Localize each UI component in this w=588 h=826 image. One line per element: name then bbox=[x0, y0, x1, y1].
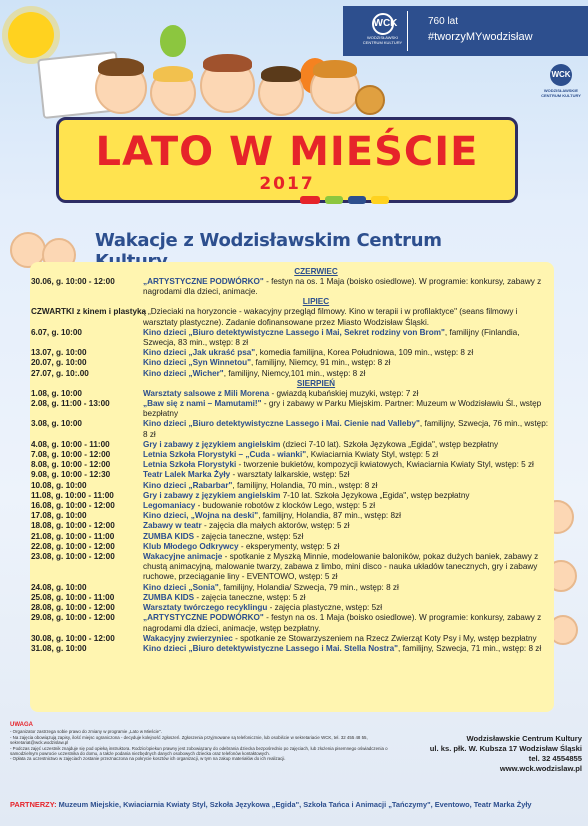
subtitle: Wakacje z Wodzisławskim Centrum bbox=[95, 230, 442, 251]
month-heading-june: CZERWIEC bbox=[294, 267, 338, 276]
event-description bbox=[143, 328, 553, 348]
event-date: 3.08, g. 10:00 bbox=[31, 419, 82, 429]
event-name: Warsztaty twórczego recyklingu bbox=[143, 603, 268, 613]
event-row bbox=[31, 277, 553, 297]
event-description bbox=[143, 542, 553, 552]
event-row bbox=[31, 470, 553, 480]
event-description bbox=[143, 450, 553, 460]
event-name: Kino dzieci „Rabarbar" bbox=[143, 480, 233, 490]
event-description bbox=[143, 348, 553, 358]
logo-subtext: WODZISŁAWSKI CENTRUM KULTURY bbox=[362, 35, 403, 45]
event-description bbox=[143, 369, 553, 379]
note-item: - Organizator zastrzega sobie prawo do zmiany w programie „Lato w Mieście". bbox=[10, 729, 162, 735]
schedule bbox=[31, 267, 553, 654]
event-details: (dzieci 7-10 lat). Szkoła Językowa „Egida", wstęp bezpłatny bbox=[280, 439, 499, 449]
event-name: „ARTYSTYCZNE PODWÓRKO" bbox=[143, 613, 264, 623]
event-details: - tworzenie bukietów, kompozycji kwiatowych, Kwiaciarnia Kwiaty Styl, wstęp: 5 zł bbox=[236, 460, 534, 470]
sun-icon bbox=[8, 12, 54, 58]
event-details: - zajęcia dla małych aktorów, wstęp: 5 zł bbox=[201, 521, 350, 531]
event-date: 6.07, g. 10:00 bbox=[31, 327, 82, 337]
event-details: , familijny, Niemcy, 91 min., wstęp: 8 zł bbox=[250, 358, 391, 368]
event-name: Kino dzieci „Biuro detektywistyczne Lassego i Mai. Stella Nostra" bbox=[143, 643, 399, 653]
event-description bbox=[143, 644, 553, 654]
event-name: Kino dzieci „Sonia" bbox=[143, 582, 219, 592]
event-description bbox=[143, 593, 553, 603]
event-name: Gry i zabawy z językiem angielskim bbox=[143, 490, 281, 500]
event-row bbox=[31, 348, 553, 358]
event-name: Zabawy w teatr bbox=[143, 521, 202, 531]
event-details: - zajęcia plastyczne, wstęp: 5zł bbox=[267, 603, 383, 613]
event-name: Wakacyjne animacje bbox=[143, 552, 223, 562]
event-details: - festyn na os. 1 Maja (boisko osiedlowe). W programie: konkursy, zabawy z nagrodami dla dzieci, animacje. bbox=[143, 277, 542, 297]
event-details: - gwiazdą kubańskiej muzyki, wstęp: 7 zł bbox=[269, 388, 419, 398]
event-name: Klub Młodego Odkrywcy bbox=[143, 541, 239, 551]
event-date: 29.08, g. 10:00 - 12:00 bbox=[31, 613, 115, 623]
child-hair bbox=[261, 66, 301, 82]
crayon-icon bbox=[348, 196, 366, 204]
list-july bbox=[31, 307, 553, 378]
event-row bbox=[31, 521, 553, 531]
event-date: 7.08, g. 10:00 - 12:00 bbox=[31, 450, 111, 460]
event-description bbox=[143, 419, 553, 439]
list-june bbox=[31, 277, 553, 297]
crayon-icon bbox=[300, 196, 320, 204]
event-row bbox=[31, 419, 553, 439]
event-description bbox=[143, 460, 553, 470]
list-august bbox=[31, 389, 553, 654]
partners-list: Muzeum Miejskie, Kwiaciarnia Kwiaty Styl, Szkoła Językowa „Egida", Szkoła Tańca i Animacji „Tańczymy", Eventowo, Teatr Marka Żyły bbox=[56, 800, 532, 809]
event-description bbox=[143, 470, 553, 480]
title-board bbox=[56, 117, 518, 203]
event-row bbox=[31, 593, 553, 603]
event-date: 22.08, g. 10:00 - 12:00 bbox=[31, 541, 115, 551]
event-description bbox=[143, 634, 553, 644]
event-details: - budowanie robotów z klocków Lego, wstęp: 5 zł bbox=[195, 501, 376, 511]
event-row bbox=[31, 440, 553, 450]
event-row bbox=[31, 450, 553, 460]
event-row bbox=[31, 613, 553, 633]
note-item: - Podczas zajęć uczestnik znajduje się pod opieką instruktora. Rodzic/opiekun prawny jest zobowiązany do odebrania dziecka bezpośrednio po zajęciach, lub złożenia pisemnego oświadczenia o samodzielnym powrocie uczestnika do domu, a także podania niezbędnych danych osobowych dziecka oraz telefonów kontaktowych. bbox=[10, 745, 388, 757]
contact-address: ul. ks. płk. W. Kubsza 17 Wodzisław Śląski bbox=[429, 744, 582, 753]
event-date: 10.08, g. 10:00 bbox=[31, 480, 87, 490]
event-name: ZUMBA KIDS bbox=[143, 592, 195, 602]
event-date: CZWARTKI z kinem i plastyką bbox=[31, 307, 147, 317]
event-description bbox=[143, 603, 553, 613]
event-row bbox=[31, 532, 553, 542]
crayon-icon bbox=[371, 196, 389, 204]
event-details: , familijny, Szwecja, 76 min., wstęp: 8 zł bbox=[143, 419, 549, 439]
brand-logo bbox=[358, 11, 408, 51]
event-row bbox=[31, 511, 553, 521]
event-description bbox=[143, 399, 553, 419]
event-description bbox=[143, 511, 553, 521]
crayon-icon bbox=[325, 196, 343, 204]
event-details: - spotkanie ze Stowarzyszeniem na Rzecz Zwierząt Koty Psy i My, wstęp bezpłatny bbox=[232, 633, 537, 643]
event-row bbox=[31, 399, 553, 419]
event-description bbox=[143, 501, 553, 511]
event-details: , familijny, Holandia, 70 min., wstęp: 8 zł bbox=[232, 480, 378, 490]
event-row bbox=[31, 358, 553, 368]
event-name: „Baw się z nami – Mamutami!" bbox=[143, 399, 262, 409]
wck-logo-text: WODZISŁAWSKIE CENTRUM KULTURY bbox=[541, 88, 581, 98]
teddy-bear-icon bbox=[355, 85, 385, 115]
event-row bbox=[31, 634, 553, 644]
event-row bbox=[31, 583, 553, 593]
event-details: , familijny (Finlandia, Szwecja, 83 min., wstęp: 8 zł bbox=[143, 327, 520, 348]
event-name: Warsztaty salsowe z Mili Morena bbox=[143, 388, 270, 398]
event-description bbox=[143, 521, 553, 531]
partners bbox=[10, 800, 580, 810]
event-name: Letnia Szkoła Florystyki – „Cuda - wianki" bbox=[143, 450, 307, 460]
event-details: , familijny, Niemcy,101 min., wstęp: 8 zł bbox=[223, 368, 366, 378]
note-item: - Na zajęcia obowiązują zapisy, ilość miejsc ograniczona - decyduje kolejność zgłoszeń. Zgłoszenia przyjmowane są telefonicznie, lub osobiście w sekretariacie WCK, tel. 32 455 48 55, sekretariat@wck.wodzislaw.pl bbox=[10, 734, 368, 746]
child-hair bbox=[153, 66, 193, 82]
note-item: - Opłata za uczestnictwo w zajęciach zostanie przeznaczona na pokrycie kosztów ich organizacji, w tym na zakup materiałów do ich realizacji. bbox=[10, 756, 286, 762]
contact-name: Wodzisławskie Centrum Kultury bbox=[466, 734, 582, 743]
event-date: 17.08, g. 10:00 bbox=[31, 511, 87, 521]
event-date: 18.08, g. 10:00 - 12:00 bbox=[31, 521, 115, 531]
event-date: 20.07, g. 10:00 bbox=[31, 358, 87, 368]
logo-mark-icon: WCK bbox=[372, 13, 394, 35]
event-name: Kino dzieci „Biuro detektywistyczne Lassego i Mai, Sekret rodziny von Brom" bbox=[143, 327, 445, 337]
event-details: - spotkanie z Myszką Minnie, modelowanie baloników, pokaz dużych baniek, zabawy z chustą animacyjną, malowanie twarzy, zabawa z limbo, mini disco - nauka układów tanecznych, gry i zabawy ruchowe, przeciąganie liny - EVENTOWO, wstęp: 5 zł bbox=[143, 552, 539, 582]
partners-label: PARTNERZY: bbox=[10, 800, 57, 809]
event-description bbox=[143, 491, 553, 501]
event-date: 2.08, g. 11:00 - 13:00 bbox=[31, 399, 110, 409]
child-hair bbox=[203, 54, 252, 72]
month-heading-august: SIERPIEŃ bbox=[296, 378, 336, 388]
event-name: Kino dzieci „Jak ukraść psa" bbox=[143, 348, 256, 358]
event-date: 31.08, g. 10:00 bbox=[31, 643, 87, 653]
brand-header bbox=[343, 6, 588, 56]
event-details: , Kwiaciarnia Kwiaty Styl, wstęp: 5 zł bbox=[306, 450, 439, 460]
event-row bbox=[31, 481, 553, 491]
event-name: Kino dzieci „Syn Winnetou" bbox=[143, 358, 251, 368]
event-date: 27.07, g. 10:.00 bbox=[31, 368, 89, 378]
event-details: - „Dzieciaki na horyzoncie - wakacyjny przegląd filmowy. Kino w terapii i w profilaktyce" (seans filmowy i warsztaty plastyczne). Zadanie dofinansowane przez Miasto Wodzisław Śląski. bbox=[143, 307, 518, 327]
event-details: 7-10 lat. Szkoła Językowa „Egida", wstęp bezpłatny bbox=[280, 490, 470, 500]
contact-phone[interactable]: tel. 32 4554855 bbox=[528, 754, 582, 763]
event-description bbox=[143, 613, 553, 633]
event-description bbox=[143, 583, 553, 593]
event-row bbox=[31, 328, 553, 348]
event-name: Kino dzieci, „Wojna na deski" bbox=[143, 511, 259, 521]
event-row bbox=[31, 644, 553, 654]
event-row bbox=[31, 552, 553, 583]
event-row bbox=[31, 389, 553, 399]
event-name: ZUMBA KIDS bbox=[143, 531, 195, 541]
event-date: 8.08, g. 10:00 - 12:00 bbox=[31, 460, 111, 470]
event-name: Kino dzieci „Wicher" bbox=[143, 368, 224, 378]
brand-hashtag: #tworzyMYwodzisław bbox=[428, 31, 533, 43]
event-row bbox=[31, 501, 553, 511]
event-date: 1.08, g. 10:00 bbox=[31, 388, 82, 398]
event-date: 11.08, g. 10:00 - 11:00 bbox=[31, 490, 114, 500]
notes bbox=[10, 723, 400, 762]
event-date: 24.08, g. 10:00 bbox=[31, 582, 87, 592]
event-name: Wakacyjny zwierzyniec bbox=[143, 633, 233, 643]
page-title: LATO W MIEŚCIE bbox=[95, 129, 479, 175]
event-details: - gry i zabawy w Parku Miejskim. Partner: Muzeum w Wodzisławiu Śl., wstęp bezpłatny bbox=[143, 399, 542, 419]
event-description bbox=[143, 532, 553, 542]
child-hair bbox=[313, 60, 357, 78]
wck-logo-icon: WCK bbox=[550, 64, 572, 86]
event-details: , familijny, Szwecja, 71 min., wstęp: 8 zł bbox=[398, 643, 542, 653]
title-year: 2017 bbox=[259, 174, 315, 194]
event-row bbox=[31, 542, 553, 552]
event-name: Gry i zabawy z językiem angielskim bbox=[143, 439, 281, 449]
event-details: - eksperymenty, wstęp: 5 zł bbox=[238, 541, 340, 551]
event-description bbox=[143, 358, 553, 368]
event-date: 25.08, g. 10:00 - 11:00 bbox=[31, 592, 115, 602]
event-description bbox=[143, 481, 553, 491]
event-name: „ARTYSTYCZNE PODWÓRKO" bbox=[143, 277, 264, 286]
event-description bbox=[143, 307, 553, 327]
event-details: , komedia familijna, Korea Południowa, 109 min., wstęp: 8 zł bbox=[255, 348, 474, 358]
event-row bbox=[31, 603, 553, 613]
month-heading-july: LIPIEC bbox=[302, 297, 330, 307]
event-date: 16.08, g. 10:00 - 12:00 bbox=[31, 501, 115, 511]
event-row bbox=[31, 491, 553, 501]
event-details: - festyn na os. 1 Maja (boisko osiedlowe). W programie: konkursy, zabawy z nagrodami dla dzieci, animacje, wstęp bezpłatny. bbox=[143, 613, 542, 633]
event-details: - zajęcia taneczne, wstęp: 5zł bbox=[194, 531, 304, 541]
contact-block bbox=[400, 734, 582, 774]
event-name: Teatr Lalek Marka Żyły bbox=[143, 470, 231, 480]
event-date: 28.08, g. 10:00 - 12:00 bbox=[31, 603, 115, 613]
event-details: , familijny, Holandia/ Szwecja, 79 min., wstęp: 8 zł bbox=[218, 582, 399, 592]
event-date: 9.08, g. 10:00 - 12:30 bbox=[31, 470, 111, 480]
event-description bbox=[143, 440, 553, 450]
event-details: - warsztaty lalkarskie, wstęp: 5zł bbox=[230, 470, 350, 480]
contact-website-link[interactable]: www.wck.wodzislaw.pl bbox=[499, 764, 582, 773]
event-description bbox=[143, 277, 553, 297]
balloon-icon bbox=[160, 25, 186, 57]
event-name: Legomaniacy bbox=[143, 501, 196, 511]
notes-title: UWAGA bbox=[10, 722, 33, 728]
event-row bbox=[31, 460, 553, 470]
brand-years: 760 lat bbox=[428, 16, 459, 27]
event-date: 4.08, g. 10:00 - 11:00 bbox=[31, 439, 110, 449]
event-date: 23.08, g. 10:00 - 12:00 bbox=[31, 552, 115, 562]
event-description bbox=[143, 552, 553, 583]
event-details: - zajęcia taneczne, wstęp: 5 zł bbox=[194, 592, 306, 602]
event-row bbox=[31, 307, 553, 327]
child-hair bbox=[98, 58, 144, 76]
event-name: Letnia Szkoła Florystyki bbox=[143, 460, 237, 470]
event-description bbox=[143, 389, 553, 399]
event-date: 13.07, g. 10:00 bbox=[31, 348, 87, 358]
event-date: 30.06, g. 10:00 - 12:00 bbox=[31, 277, 115, 286]
wck-logo bbox=[540, 64, 582, 106]
event-date: 30.08, g. 10:00 - 12:00 bbox=[31, 633, 115, 643]
event-row bbox=[31, 369, 553, 379]
event-name: Kino dzieci „Biuro detektywistyczne Lassego i Mai. Cienie nad Valleby" bbox=[143, 419, 420, 429]
event-details: , familijny, Holandia, 87 min., wstęp: 8zł bbox=[258, 511, 401, 521]
event-date: 21.08, g. 10:00 - 11:00 bbox=[31, 531, 115, 541]
